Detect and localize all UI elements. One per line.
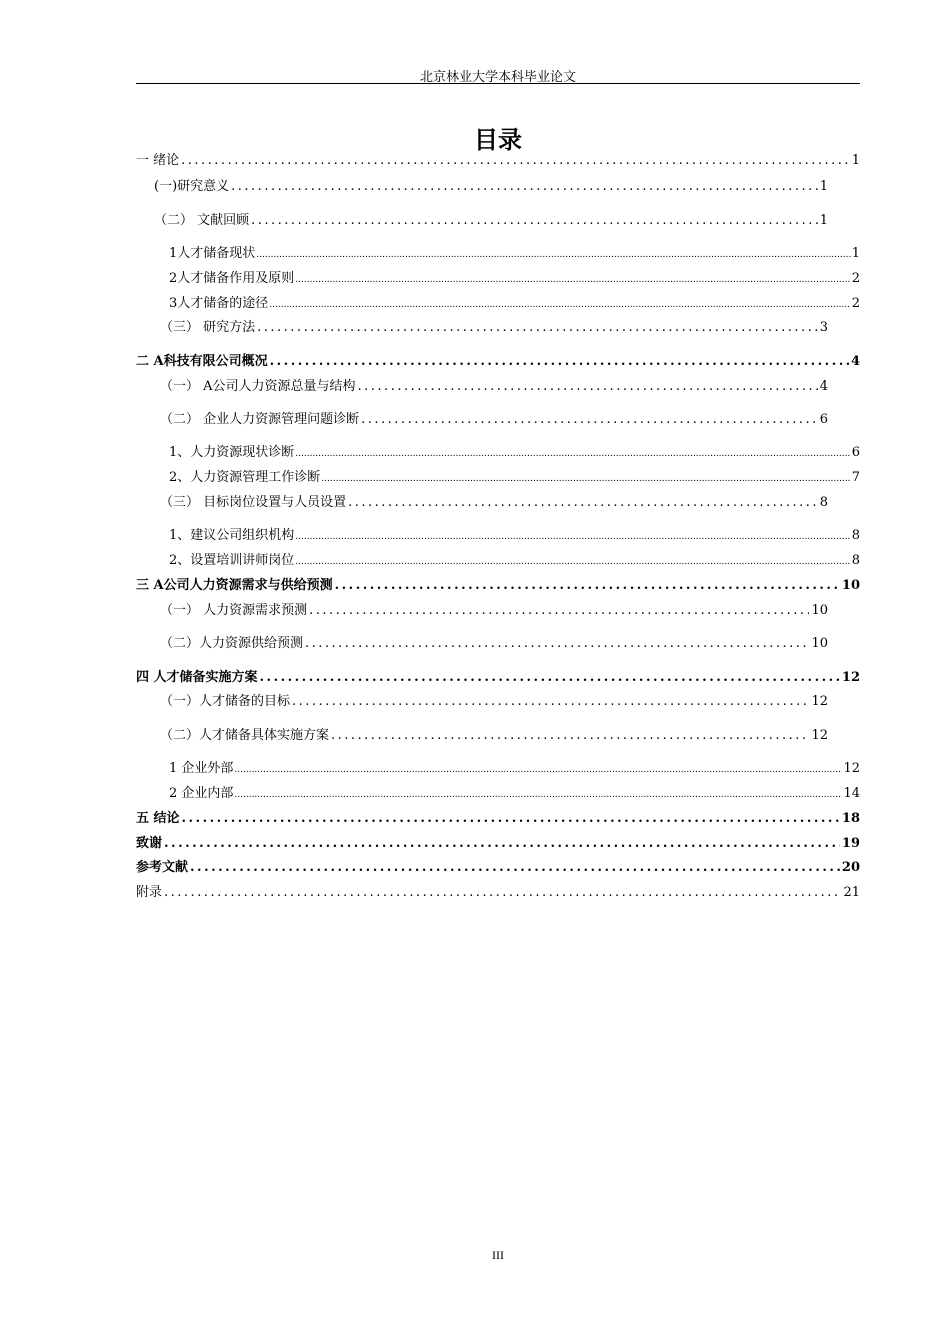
toc-entry-label: 三 A公司人力资源需求与供给预测: [136, 578, 333, 593]
toc-entry[interactable]: [169, 526, 860, 546]
dot-leader: [256, 245, 850, 265]
toc-entry[interactable]: [160, 493, 828, 513]
toc-entry-label: （三） 目标岗位设置与人员设置: [160, 495, 347, 510]
toc-entry-label: 1 企业外部: [169, 761, 234, 776]
dot-leader: [181, 151, 850, 171]
toc-entry-label: 参考文献: [136, 860, 189, 875]
toc-entry-page: 18: [841, 811, 860, 826]
toc-entry[interactable]: [169, 443, 860, 463]
toc-entry[interactable]: [169, 244, 860, 264]
toc-entry-label: （二）人力资源供给预测: [160, 636, 304, 651]
toc-entry[interactable]: [154, 177, 828, 197]
toc-entry[interactable]: [160, 410, 828, 430]
toc-entry-page: 6: [819, 412, 828, 427]
toc-entry-page: 12: [843, 761, 860, 776]
toc-entry-page: 2: [851, 271, 860, 286]
dot-leader: [164, 834, 840, 854]
toc-entry[interactable]: [136, 834, 860, 854]
toc-entry-label: （一） 人力资源需求预测: [160, 603, 308, 618]
toc-entry-label: 五 结论: [136, 811, 180, 826]
toc-entry-page: 6: [851, 445, 860, 460]
toc-entry-label: （二）人才储备具体实施方案: [160, 728, 330, 743]
toc-entry-page: 10: [811, 636, 828, 651]
toc-entry-label: 四 人才储备实施方案: [136, 670, 258, 685]
toc-entry-label: 3人才储备的途径: [169, 296, 269, 311]
dot-leader: [348, 493, 818, 513]
dot-leader: [295, 270, 850, 290]
toc-entry[interactable]: [154, 211, 828, 231]
toc-entry-label: 1、人力资源现状诊断: [169, 445, 295, 460]
toc-entry[interactable]: [160, 318, 828, 338]
toc-entry-page: 1: [819, 213, 828, 228]
toc-entry[interactable]: [136, 352, 860, 372]
toc-title: 目录: [474, 126, 522, 154]
toc-entry-page: 10: [811, 603, 828, 618]
toc-entry-label: 二 A科技有限公司概况: [136, 354, 268, 369]
page-number: III: [492, 1248, 504, 1262]
dot-leader: [305, 634, 809, 654]
toc-entry[interactable]: [160, 634, 828, 654]
toc-entry-page: 4: [850, 354, 860, 369]
toc-entry[interactable]: [169, 468, 860, 488]
toc-entry-label: 2、设置培训讲师岗位: [169, 553, 295, 568]
toc-entry-page: 1: [819, 179, 828, 194]
dot-leader: [295, 527, 850, 547]
dot-leader: [190, 858, 840, 878]
toc-entry-label: （二） 企业人力资源管理问题诊断: [160, 412, 360, 427]
toc-entry-page: 20: [841, 860, 860, 875]
toc-entry-label: 1、建议公司组织机构: [169, 528, 295, 543]
toc-entry-page: 12: [811, 728, 828, 743]
toc-entry[interactable]: [136, 883, 860, 903]
toc-entry-page: 2: [851, 296, 860, 311]
toc-entry-page: 4: [819, 379, 828, 394]
dot-leader: [335, 576, 840, 596]
toc-entry[interactable]: [169, 784, 860, 804]
toc-entry-page: 12: [811, 694, 828, 709]
toc-entry-label: 2人才储备作用及原则: [169, 271, 295, 286]
dot-leader: [164, 883, 841, 903]
dot-leader: [257, 318, 818, 338]
dot-leader: [309, 601, 809, 621]
toc-entry-page: 7: [851, 470, 860, 485]
toc-entry[interactable]: [160, 601, 828, 621]
page-header: 北京林业大学本科毕业论文: [419, 69, 576, 84]
toc-entry-page: 10: [841, 578, 860, 593]
toc-entry-label: 2、人力资源管理工作诊断: [169, 470, 321, 485]
toc-entry[interactable]: [169, 269, 860, 289]
toc-entry-page: 8: [851, 553, 860, 568]
toc-entry[interactable]: [160, 726, 828, 746]
toc-entry-label: （三） 研究方法: [160, 320, 256, 335]
dot-leader: [295, 444, 850, 464]
toc-entry-label: （一）人才储备的目标: [160, 694, 291, 709]
dot-leader: [295, 552, 850, 572]
toc-entry-page: 8: [819, 495, 828, 510]
toc-entry[interactable]: [169, 551, 860, 571]
dot-leader: [270, 352, 849, 372]
toc-entry-page: 1: [851, 246, 860, 261]
toc-entry-page: 12: [841, 670, 860, 685]
toc-entry-page: 14: [843, 786, 860, 801]
toc-entry[interactable]: [136, 809, 860, 829]
toc-entry[interactable]: [136, 576, 860, 596]
toc-entry[interactable]: [169, 759, 860, 779]
toc-entry-label: (一)研究意义: [154, 179, 230, 194]
toc-entry-label: 1人才储备现状: [169, 246, 256, 261]
toc-entry-label: 2 企业内部: [169, 786, 234, 801]
dot-leader: [331, 726, 809, 746]
toc-entry[interactable]: [136, 151, 860, 171]
toc-entry-label: 致谢: [136, 836, 163, 851]
toc-entry[interactable]: [169, 294, 860, 314]
toc-entry-page: 8: [851, 528, 860, 543]
toc-entry[interactable]: [136, 858, 860, 878]
toc-entry-page: 21: [843, 885, 860, 900]
dot-leader: [234, 760, 842, 780]
dot-leader: [234, 785, 842, 805]
dot-leader: [231, 177, 818, 197]
toc-entry[interactable]: [160, 377, 828, 397]
toc-entry[interactable]: [136, 668, 860, 688]
dot-leader: [182, 809, 840, 829]
dot-leader: [321, 469, 850, 489]
toc-entry[interactable]: [160, 692, 828, 712]
dot-leader: [292, 692, 809, 712]
toc-entry-page: 3: [819, 320, 828, 335]
dot-leader: [260, 668, 840, 688]
toc-entry-label: （一） A公司人力资源总量与结构: [160, 379, 356, 394]
dot-leader: [358, 377, 818, 397]
dot-leader: [361, 410, 818, 430]
toc-entry-page: 1: [851, 153, 860, 168]
toc-entry-label: 一 绪论: [136, 153, 180, 168]
dot-leader: [269, 295, 850, 315]
toc-entry-page: 19: [841, 836, 860, 851]
dot-leader: [251, 211, 818, 231]
toc-entry-label: 附录: [136, 885, 163, 900]
toc-entry-label: （二） 文献回顾: [154, 213, 250, 228]
